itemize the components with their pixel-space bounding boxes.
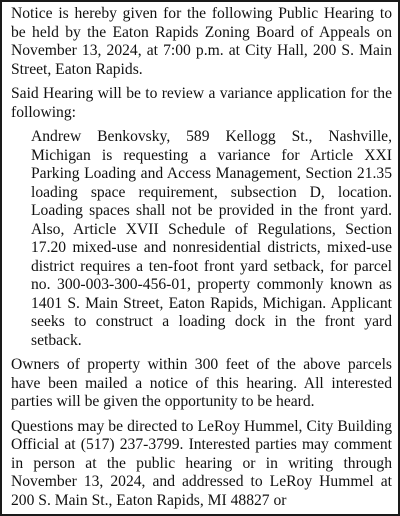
questions-contact-paragraph: Questions may be directed to LeRoy Hummel, City Building Official at (517) 237-3799. Interested parties may comment in person at the public hearing or in writing through November 13, 2024, and addressed to LeRoy Hummel at 200 S. Main St., Eaton Rapids, MI 48827 or (11, 417, 392, 509)
property-owners-notice-paragraph: Owners of property within 300 feet of the above parcels have been mailed a notice of this hearing. All interested parties will be given the opportunity to be heard. (11, 356, 392, 410)
hearing-purpose-paragraph: Said Hearing will be to review a variance application for the following: (11, 85, 392, 121)
variance-application-details: Andrew Benkovsky, 589 Kellogg St., Nashville, Michigan is requesting a variance for Article XXI Parking Loading and Access Management, Section 21.35 loading space requirement, subsection D, location. Loading spaces shall not be provided in the front yard. Also, Article XVII Schedule of Regulations, Section 17.20 mixed-use and nonresidential districts, mixed-use district requires a ten-foot front yard setback, for parcel no. 300-003-300-456-01, property commonly known as 1401 S. Main Street, Eaton Rapids, Michigan. Applicant seeks to construct a loading dock in the front yard setback. (31, 128, 392, 349)
hearing-announcement-paragraph: Notice is hereby given for the following Public Hearing to be held by the Eaton Rapids Zoning Board of Appeals on November 13, 2024, at 7:00 p.m. at City Hall, 200 S. Main Street, Eaton Rapids. (11, 5, 392, 78)
